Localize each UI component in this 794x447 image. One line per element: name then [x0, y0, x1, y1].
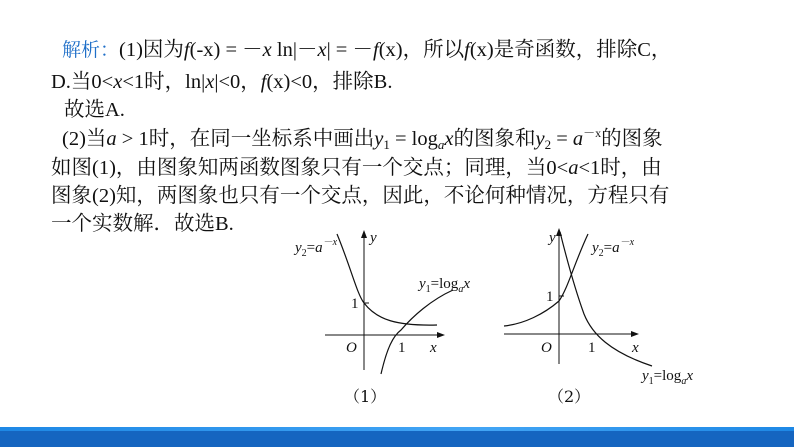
- analysis-label: 解析：: [62, 39, 120, 61]
- text: 1: [383, 137, 390, 152]
- text: a: [612, 240, 620, 256]
- text: y: [642, 368, 649, 384]
- text: =log: [653, 368, 682, 384]
- analysis-line-1: [62, 38, 671, 62]
- y2-label: [293, 237, 338, 259]
- analysis-line-5: [51, 156, 662, 180]
- text: y: [535, 128, 545, 150]
- text: x: [113, 71, 123, 93]
- text: (x)是奇函数，排除C，: [469, 39, 672, 61]
- text: (x)<0，排除B.: [266, 71, 393, 93]
- axis-x-label: x: [632, 340, 639, 356]
- tick-y-one-label: 1: [351, 296, 359, 312]
- text: 1: [425, 284, 431, 295]
- text: =log: [430, 276, 459, 292]
- text: y: [374, 128, 384, 150]
- axis-x-label: x: [430, 340, 437, 356]
- text: x: [686, 368, 693, 384]
- text: －x: [583, 126, 602, 140]
- text: f: [464, 39, 470, 61]
- text: x: [463, 276, 470, 292]
- text: 如图(1)，由图象知两函数图象只有一个交点；同理，当0<: [51, 157, 569, 179]
- text: y: [592, 240, 599, 256]
- analysis-line-6: [51, 184, 669, 208]
- text: f: [260, 71, 267, 93]
- text: (2)当: [62, 128, 107, 150]
- text: f: [373, 39, 379, 61]
- footer-bar: [0, 431, 794, 447]
- analysis-line-7: [51, 212, 234, 236]
- text: > 1时，在同一坐标系中画出: [116, 128, 375, 150]
- analysis-line-3: [64, 98, 125, 122]
- text: =: [551, 128, 573, 150]
- text: －x: [619, 237, 635, 248]
- text: 2: [598, 248, 604, 259]
- graph-2: [492, 224, 722, 384]
- text: a: [568, 157, 579, 179]
- text: | = －: [326, 39, 373, 61]
- tick-y-one-label: 1: [546, 289, 554, 305]
- text: x: [262, 39, 272, 61]
- text: (1)因为: [119, 39, 184, 61]
- text: =: [306, 240, 316, 256]
- analysis-line-4: [62, 127, 663, 151]
- axis-y-label: y: [370, 230, 377, 246]
- text: a: [572, 128, 584, 150]
- y2-label: [590, 237, 635, 259]
- text: 图象(2)知，两图象也只有一个交点，因此，不论何种情况，方程只有: [51, 185, 670, 207]
- origin-label: O: [346, 340, 357, 356]
- x-axis: [325, 332, 445, 338]
- axis-y-label: y: [549, 230, 556, 246]
- tick-x-one-label: 1: [588, 340, 596, 356]
- text: y: [295, 240, 302, 256]
- text: 2: [544, 137, 552, 152]
- text: = log: [389, 128, 438, 150]
- text: =: [603, 240, 613, 256]
- text: (-x) = －: [189, 39, 263, 61]
- log-curve: [381, 290, 453, 374]
- text: D.当0<: [51, 71, 114, 93]
- text: a: [437, 137, 445, 152]
- text: <1时，由: [578, 157, 662, 179]
- text: |<0，: [214, 71, 261, 93]
- text: －x: [322, 237, 338, 248]
- text: (x)，所以: [378, 39, 465, 61]
- text: 的图象和: [453, 128, 536, 150]
- text: f: [183, 39, 190, 61]
- text: x: [205, 71, 215, 93]
- text: a: [315, 240, 323, 256]
- analysis-line-2: [51, 70, 392, 94]
- text: 一个实数解．故选B.: [51, 213, 234, 235]
- graph-1: [285, 228, 485, 378]
- origin-label: O: [541, 340, 552, 356]
- y1-label: [417, 276, 470, 295]
- exponential-curve: [504, 234, 588, 326]
- y1-label: [640, 368, 693, 384]
- text: y: [419, 276, 426, 292]
- text: a: [458, 284, 464, 295]
- text: a: [681, 376, 687, 384]
- x-axis: [504, 331, 639, 337]
- tick-x-one-label: 1: [398, 340, 406, 356]
- graph-1-caption: （1）: [344, 387, 387, 406]
- text: 1: [648, 376, 654, 384]
- text: 的图象: [601, 128, 663, 150]
- graph-2-caption: （2）: [548, 387, 591, 406]
- text: a: [106, 128, 117, 150]
- text: <1时，ln|: [122, 71, 206, 93]
- text: 故选A.: [64, 99, 125, 121]
- text: ln|－: [271, 39, 318, 61]
- text: 2: [301, 248, 307, 259]
- text: x: [317, 39, 327, 61]
- text: x: [444, 128, 454, 150]
